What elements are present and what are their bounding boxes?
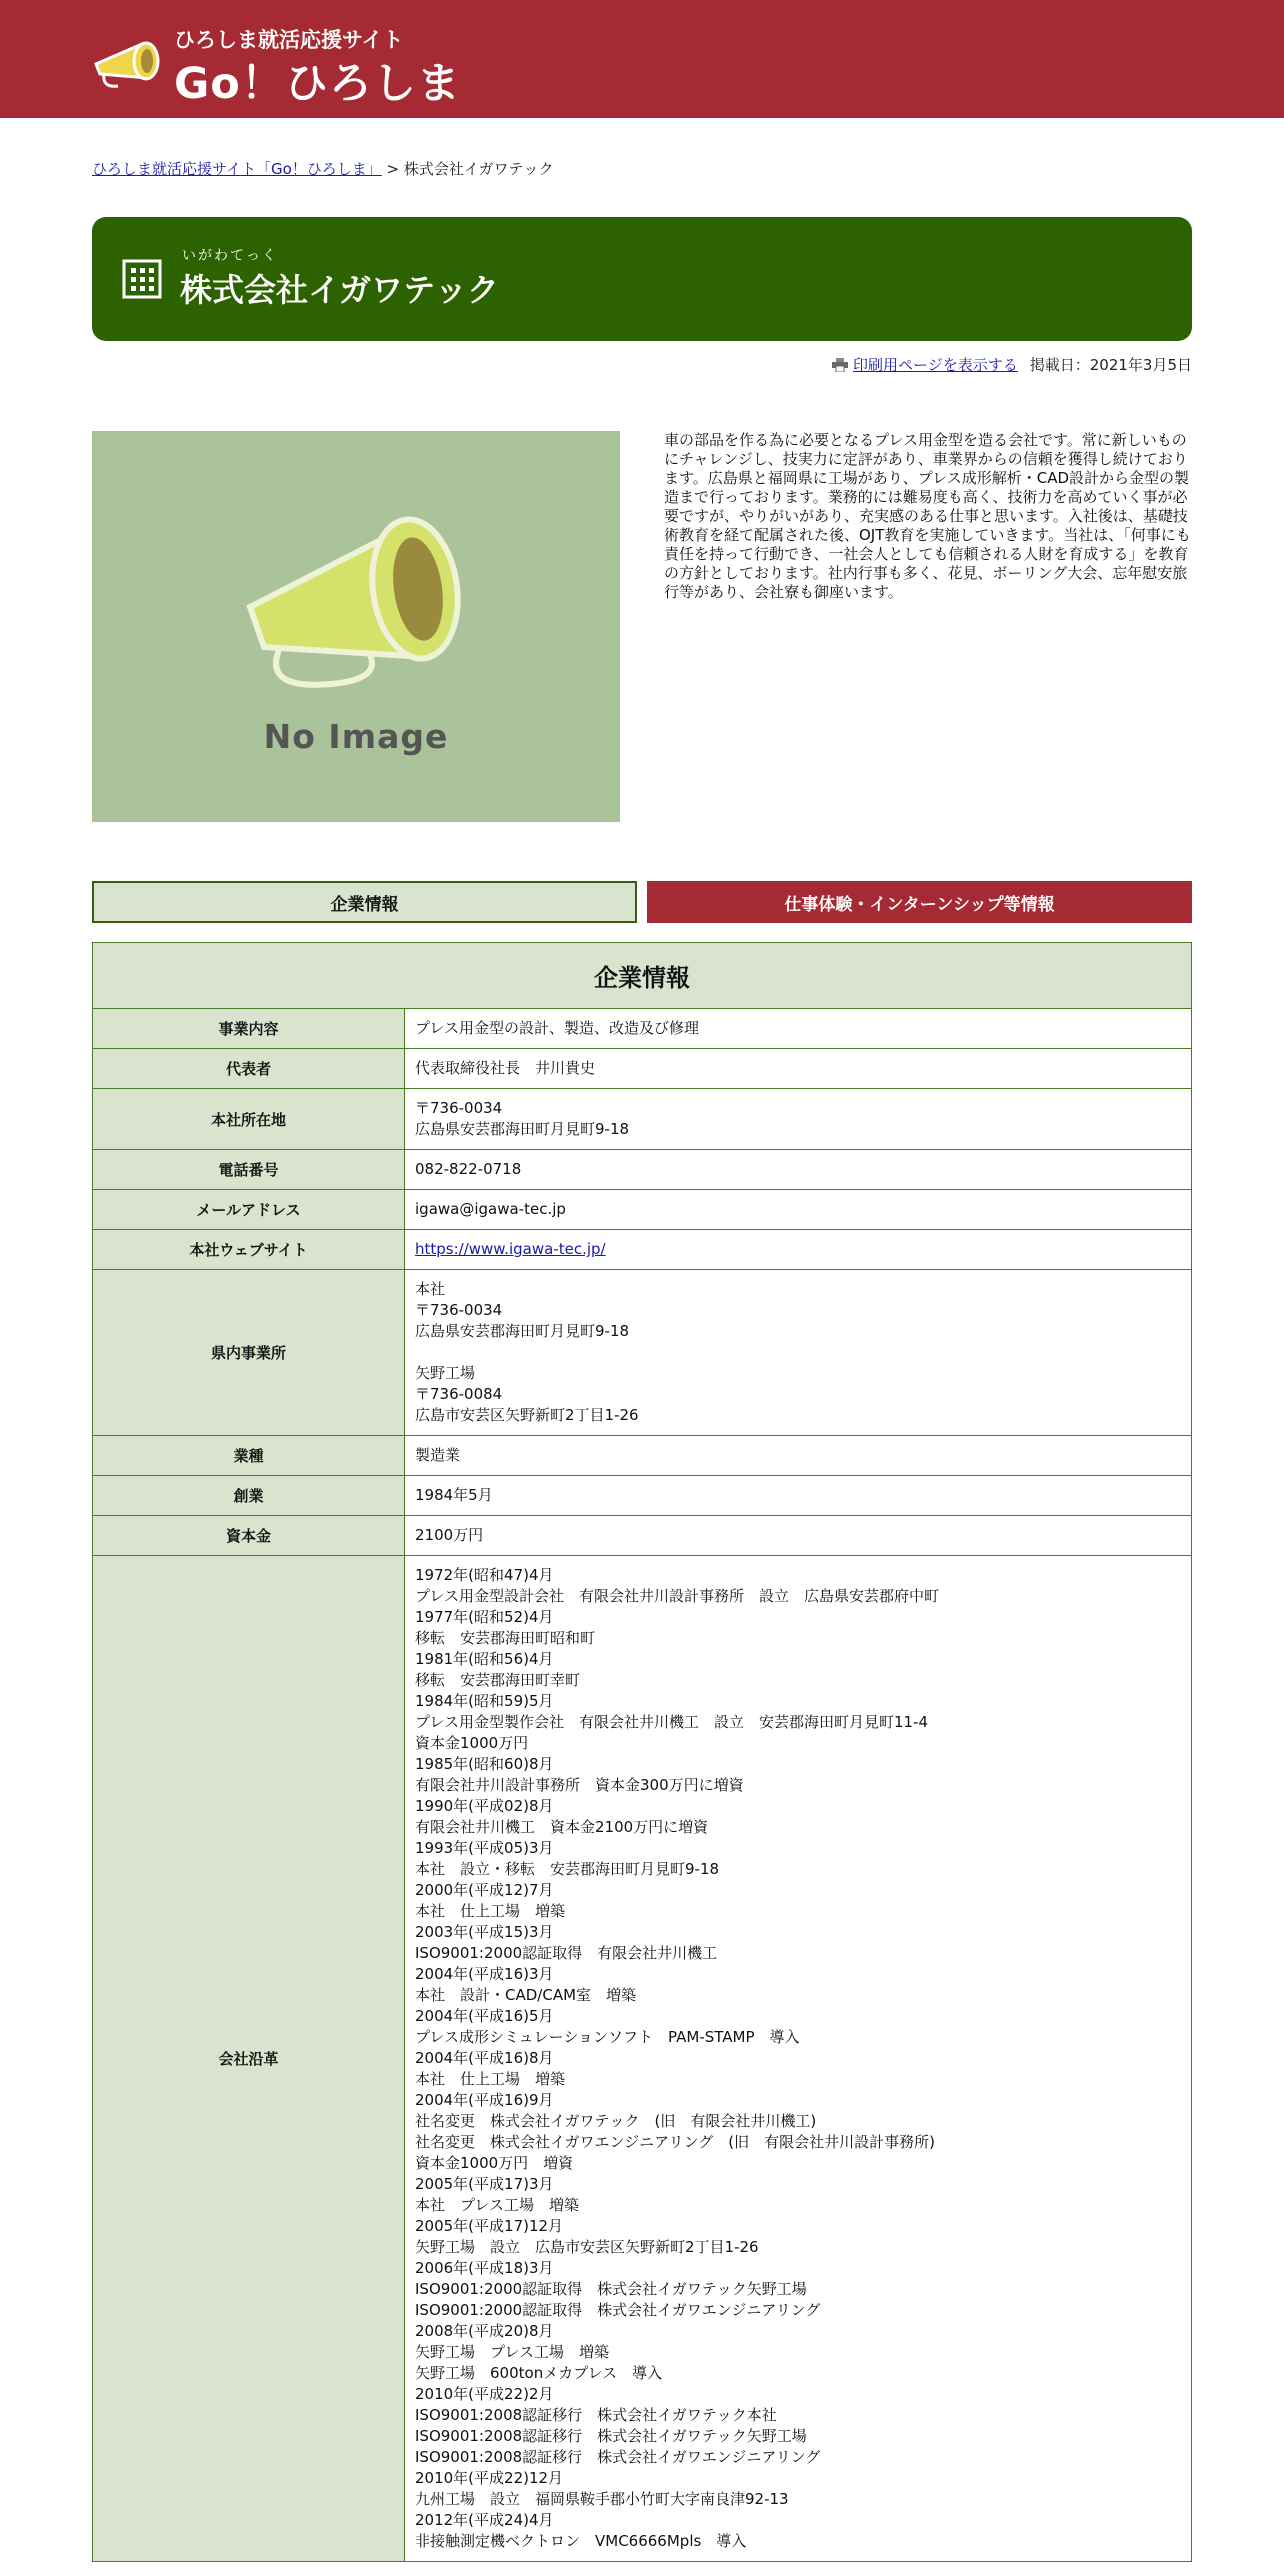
row-label: 業種 [93,1436,405,1476]
table-row [93,1556,1192,2562]
tab-internship[interactable]: 仕事体験・インターンシップ等情報 [647,881,1192,923]
row-value: プレス用金型の設計、製造、改造及び修理 [405,1009,1192,1049]
site-title: Go！ひろしま [174,59,461,109]
printer-icon [832,358,848,372]
row-label: 本社ウェブサイト [93,1230,405,1270]
row-label: 資本金 [93,1516,405,1556]
company-name-ruby: いがわてっく [182,248,278,264]
row-label: 電話番号 [93,1150,405,1190]
posted-date: 掲載日：2021年3月5日 [1029,356,1192,374]
table-row [93,1476,1192,1516]
breadcrumb-home-link[interactable]: ひろしま就活応援サイト「Go！ひろしま」 [92,160,382,178]
table-row [93,1436,1192,1476]
table-caption: 企業情報 [93,943,1192,1009]
row-label: 県内事業所 [93,1270,405,1436]
row-value: 本社 〒736-0034 広島県安芸郡海田町月見町9-18 矢野工場 〒736-0084 広島市安芸区矢野新町2丁目1-26 [405,1270,1192,1436]
tab-company-info[interactable]: 企業情報 [92,881,637,923]
building-icon [122,259,162,299]
site-logo[interactable] [90,24,461,109]
megaphone-icon [90,34,170,94]
company-title-box [92,217,1192,341]
row-value: 1972年(昭和47)4月 プレス用金型設計会社 有限会社井川設計事務所 設立 広島県安芸郡府中町 1977年(昭和52)4月 移転 安芸郡海田町昭和町 1981年(昭和56)4月 移転 安芸郡海田町幸町 1984年(昭和59)5月 プレス用金型製作会社 有限会社井川機工 設立 安芸郡海田町月見町11-4 資本金1000万円 1985年(昭和60)8月 有限会社井川設計事務所 資本金300万円に増資 1990年(平成02)8月 有限会社井川機工 資本金2100万円に増資 1993年(平成05)3月 本社 設立・移転 安芸郡海田町月見町9-18 2000年(平成12)7月 本社 仕上工場 増築 2003年(平成15)3月 ISO9001:2000認証取得 有限会社井川機工 2004年(平成16)3月 本社 設計・CAD/CAM室 増築 2004年(平成16)5月 プレス成形シミュレーションソフト PAM-STAMP 導入 2004年(平成16)8月 本社 仕上工場 増築 2004年(平成16)9月 社名変更 株式会社イガワテック (旧 有限会社井川機工) 社名変更 株式会社イガワエンジニアリング (旧 有限会社井川設計事務所) 資本金1000万円 増資 2005年(平成17)3月 本社 プレス工場 増築 2005年(平成17)12月 矢野工場 設立 広島市安芸区矢野新町2丁目1-26 2006年(平成18)3月 ISO9001:2000認証取得 株式会社イガワテック矢野工場 ISO9001:2000認証取得 株式会社イガワエンジニアリング 2008年(平成20)8月 矢野工場 プレス工場 増築 矢野工場 600tonメカプレス 導入 2010年(平成22)2月 ISO9001:2008認証移行 株式会社イガワテック本社 ISO9001:2008認証移行 株式会社イガワテック矢野工場 ISO9001:2008認証移行 株式会社イガワエンジニアリング 2010年(平成22)12月 九州工場 設立 福岡県鞍手郡小竹町大字南良津92-13 2012年(平成24)4月 非接触測定機ベクトロン VMC6666Mpls 導入 [405,1556,1192,2562]
row-value: 2100万円 [405,1516,1192,1556]
row-label: 代表者 [93,1049,405,1089]
row-value: 製造業 [405,1436,1192,1476]
breadcrumb [92,158,553,179]
table-row [93,1009,1192,1049]
company-website-link[interactable]: https://www.igawa-tec.jp/ [415,1240,606,1258]
breadcrumb-separator: > [386,160,400,178]
table-row [93,1089,1192,1150]
row-value: 082-822-0718 [405,1150,1192,1190]
row-label: 本社所在地 [93,1089,405,1150]
row-label: 会社沿革 [93,1556,405,2562]
site-header [0,0,1284,118]
page-title: 株式会社イガワテック [180,271,500,309]
row-value: 〒736-0034 広島県安芸郡海田町月見町9-18 [405,1089,1192,1150]
table-row [93,1049,1192,1089]
table-row [93,1516,1192,1556]
print-page-link[interactable]: 印刷用ページを表示する [853,356,1018,374]
row-value: 1984年5月 [405,1476,1192,1516]
row-label: 創業 [93,1476,405,1516]
row-value: 代表取締役社長 井川貴史 [405,1049,1192,1089]
company-intro: 車の部品を作る為に必要となるプレス用金型を造る会社です。常に新しいものにチャレンジし、技実力に定評があり、車業界からの信頼を獲得し続けております。広島県と福岡県に工場があり、プレス成形解析・CAD設計から金型の製造まで行っております。業務的には難易度も高く、技術力を高めていく事が必要ですが、やりがいがあり、充実感のある仕事と思います。入社後は、基礎技術教育を経て配属された後、OJT教育を実施していきます。当社は、「何事にも責任を持って行動でき、一社会人としても信頼される人財を育成する」を教育の方針としております。社内行事も多く、花見、ボーリング大会、忘年慰安旅行等があり、会社寮も御座います。 [664,431,1191,601]
table-row [93,1270,1192,1436]
site-subtitle: ひろしま就活応援サイト [174,28,404,52]
table-row [93,1230,1192,1270]
table-row [93,1190,1192,1230]
row-label: メールアドレス [93,1190,405,1230]
row-value: igawa@igawa-tec.jp [405,1190,1192,1230]
company-image-placeholder [92,431,620,822]
megaphone-icon [220,497,492,697]
table-row [93,1150,1192,1190]
row-label: 事業内容 [93,1009,405,1049]
no-image-label: No Image [263,717,449,756]
breadcrumb-current: 株式会社イガワテック [403,160,554,178]
company-info-table [92,942,1192,2562]
page-meta [832,354,1192,375]
